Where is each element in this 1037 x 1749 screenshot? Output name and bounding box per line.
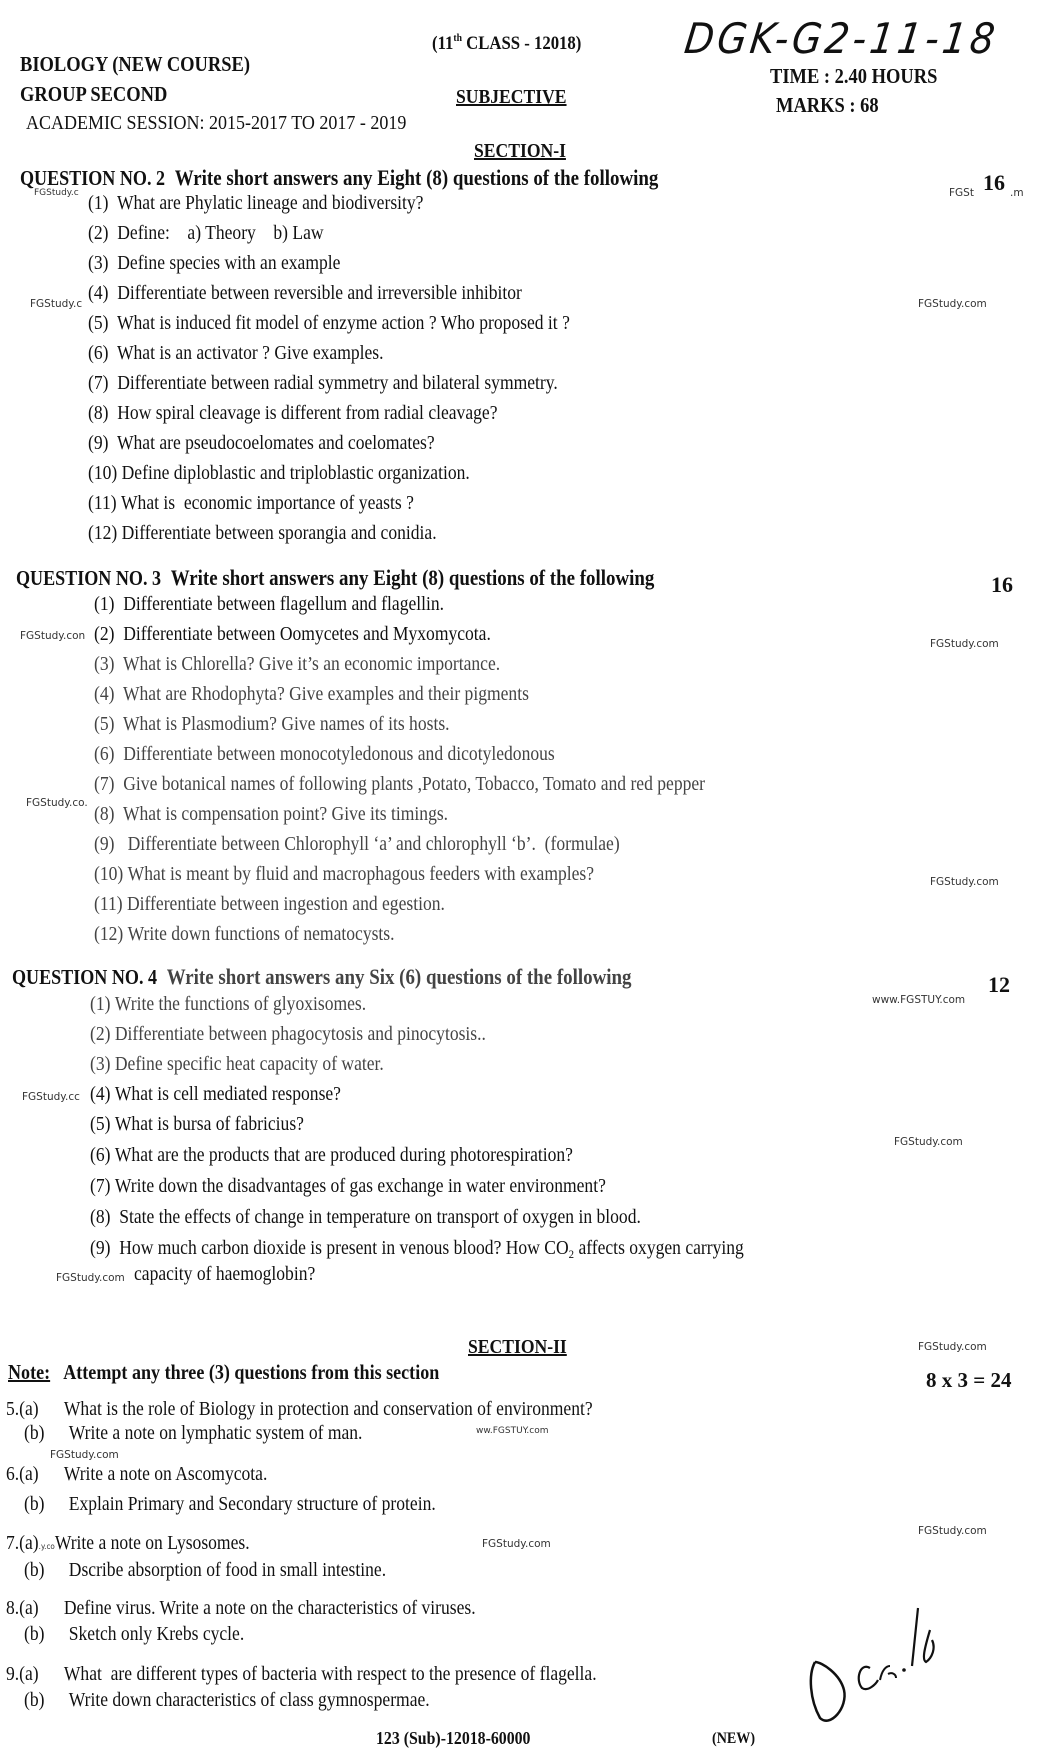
exam-time: TIME : 2.40 HOURS	[770, 64, 938, 88]
list-item: (9) How much carbon dioxide is present in venous blood? How $CO_2$ affects oxygen carrying	[90, 1238, 744, 1261]
list-item: (11) What is economic importance of yeasts ?	[88, 493, 414, 514]
list-item: (9) Differentiate between Chlorophyll ‘a’ and chlorophyll ‘b’. (formulae)	[94, 834, 620, 855]
total-marks: MARKS : 68	[776, 93, 879, 117]
long-question-part-b: (b) Dscribe absorption of food in small intestine.	[24, 1560, 387, 1581]
watermark: FGStudy.com	[50, 1449, 119, 1461]
watermark: FGStudy.co.	[26, 797, 88, 809]
list-item: (4) What are Rhodophyta? Give examples and their pigments	[94, 684, 529, 705]
list-item: (8) State the effects of change in temperature on transport of oxygen in blood.	[90, 1207, 641, 1228]
list-item: (6) What is an activator ? Give examples.	[88, 343, 384, 364]
long-question-part-a: 5.(a) What is the role of Biology in protection and conservation of environment?	[6, 1399, 593, 1420]
question-3-marks: 16	[991, 572, 1013, 597]
question-instruction: Write short answers any Eight (8) questions of the following	[174, 165, 659, 190]
watermark: FGStudy.cc	[22, 1091, 80, 1103]
academic-session: ACADEMIC SESSION: 2015-2017 TO 2017 - 2019	[26, 112, 407, 134]
watermark: FGStudy.com	[56, 1272, 125, 1284]
list-item: (1) Differentiate between flagellum and flagellin.	[94, 594, 445, 615]
question-instruction: Write short answers any Six (6) questions of the following	[166, 964, 632, 989]
question-2-heading	[20, 165, 658, 191]
long-question-part-a: 8.(a) Define virus. Write a note on the characteristics of viruses.	[6, 1598, 476, 1619]
list-item: (9) What are pseudocoelomates and coelomates?	[88, 433, 435, 454]
watermark: FGStudy.com	[482, 1538, 551, 1550]
watermark: FGSt	[949, 187, 974, 199]
list-item: (8) How spiral cleavage is different from radial cleavage?	[88, 403, 498, 424]
question-label: QUESTION NO. 4	[12, 965, 158, 989]
paper-type: SUBJECTIVE	[456, 86, 567, 108]
watermark: .m	[1010, 187, 1024, 199]
list-item: (4) What is cell mediated response?	[90, 1084, 341, 1105]
watermark: FGStudy.com	[930, 876, 999, 888]
long-question-part-b: (b) Explain Primary and Secondary structure of protein.	[24, 1494, 436, 1515]
section-2-marks: 8 x 3 = 24	[926, 1368, 1012, 1392]
list-item: (5) What is induced fit model of enzyme action ? Who proposed it ?	[88, 313, 570, 334]
paper-footer-tag: (NEW)	[712, 1730, 756, 1747]
paper-footer-code: 123 (Sub)-12018-60000	[376, 1728, 531, 1748]
question-instruction: Write short answers any Eight (8) questions of the following	[170, 565, 655, 590]
list-item: (3) What is Chlorella? Give it’s an economic importance.	[94, 654, 501, 675]
long-question-part-b: (b) Write down characteristics of class gymnospermae.	[24, 1690, 430, 1711]
list-item: (2) Define: a) Theory b) Law	[88, 223, 324, 244]
question-2-marks: 16	[983, 170, 1005, 195]
question-label: QUESTION NO. 3	[16, 566, 162, 590]
watermark: FGStudy.com	[930, 638, 999, 650]
list-item: (10) Define diploblastic and triploblastic organization.	[88, 463, 470, 484]
long-question-part-a: 6.(a) Write a note on Ascomycota.	[6, 1464, 268, 1485]
group-label: GROUP SECOND	[20, 82, 168, 106]
list-item: (8) What is compensation point? Give its timings.	[94, 804, 449, 825]
list-item: (12) Differentiate between sporangia and conidia.	[88, 523, 437, 544]
watermark: FGStudy.c	[30, 298, 83, 310]
watermark: FGStudy.com	[918, 1525, 987, 1537]
list-item: (11) Differentiate between ingestion and egestion.	[94, 894, 445, 915]
subject-title: BIOLOGY (NEW COURSE)	[20, 52, 251, 76]
class-code: (11th CLASS - 12018)	[432, 32, 582, 54]
handwritten-signature	[800, 1600, 970, 1730]
question-4-marks: 12	[988, 972, 1010, 997]
question-4-heading	[12, 964, 631, 990]
list-item: (7) Write down the disadvantages of gas exchange in water environment?	[90, 1176, 606, 1197]
list-item: (2) Differentiate between phagocytosis and pinocytosis..	[90, 1024, 486, 1045]
long-question-part-a: 7.(a).y.coWrite a note on Lysosomes.	[6, 1533, 250, 1554]
section-2-title: SECTION-II	[468, 1336, 567, 1358]
watermark: FGStudy.con	[20, 630, 86, 642]
list-item: (5) What is Plasmodium? Give names of its hosts.	[94, 714, 450, 735]
list-item: (1) Write the functions of glyoxisomes.	[90, 994, 367, 1015]
long-question-part-b: (b) Write a note on lymphatic system of man.	[24, 1423, 363, 1444]
list-item: (1) What are Phylatic lineage and biodiversity?	[88, 193, 424, 214]
list-item: (6) Differentiate between monocotyledonous and dicotyledonous	[94, 744, 555, 765]
question-3-heading	[16, 565, 654, 591]
list-item: (7) Differentiate between radial symmetry and bilateral symmetry.	[88, 373, 558, 394]
list-item: (7) Give botanical names of following plants ,Potato, Tobacco, Tomato and red pepper	[94, 774, 706, 795]
long-question-part-b: (b) Sketch only Krebs cycle.	[24, 1624, 245, 1645]
watermark: ww.FGSTUY.com	[476, 1426, 549, 1436]
watermark: FGStudy.com	[918, 1341, 987, 1353]
watermark: FGStudy.com	[894, 1136, 963, 1148]
list-item: (4) Differentiate between reversible and irreversible inhibitor	[88, 283, 522, 304]
section-2-note	[8, 1360, 439, 1385]
list-item: (6) What are the products that are produced during photorespiration?	[90, 1145, 573, 1166]
watermark: www.FGSTUY.com	[872, 994, 966, 1006]
list-item: (12) Write down functions of nematocysts.	[94, 924, 395, 945]
question-label: QUESTION NO. 2	[20, 166, 166, 190]
list-item: (10) What is meant by fluid and macrophagous feeders with examples?	[94, 864, 595, 885]
list-item: (3) Define species with an example	[88, 253, 341, 274]
long-question-part-a: 9.(a) What are different types of bacteria with respect to the presence of flagella.	[6, 1664, 597, 1685]
note-text: Attempt any three (3) questions from this section	[63, 1360, 440, 1384]
handwritten-paper-code: DGK-G2-11-18	[681, 14, 1002, 63]
watermark: FGStudy.c	[34, 188, 79, 198]
list-item-continuation: capacity of haemoglobin?	[134, 1264, 316, 1285]
list-item: (5) What is bursa of fabricius?	[90, 1114, 304, 1135]
note-label: Note:	[8, 1360, 51, 1384]
list-item: (2) Differentiate between Oomycetes and Myxomycota.	[94, 624, 491, 645]
list-item: (3) Define specific heat capacity of water.	[90, 1054, 384, 1075]
watermark: FGStudy.com	[918, 298, 987, 310]
section-1-title: SECTION-I	[474, 140, 566, 162]
